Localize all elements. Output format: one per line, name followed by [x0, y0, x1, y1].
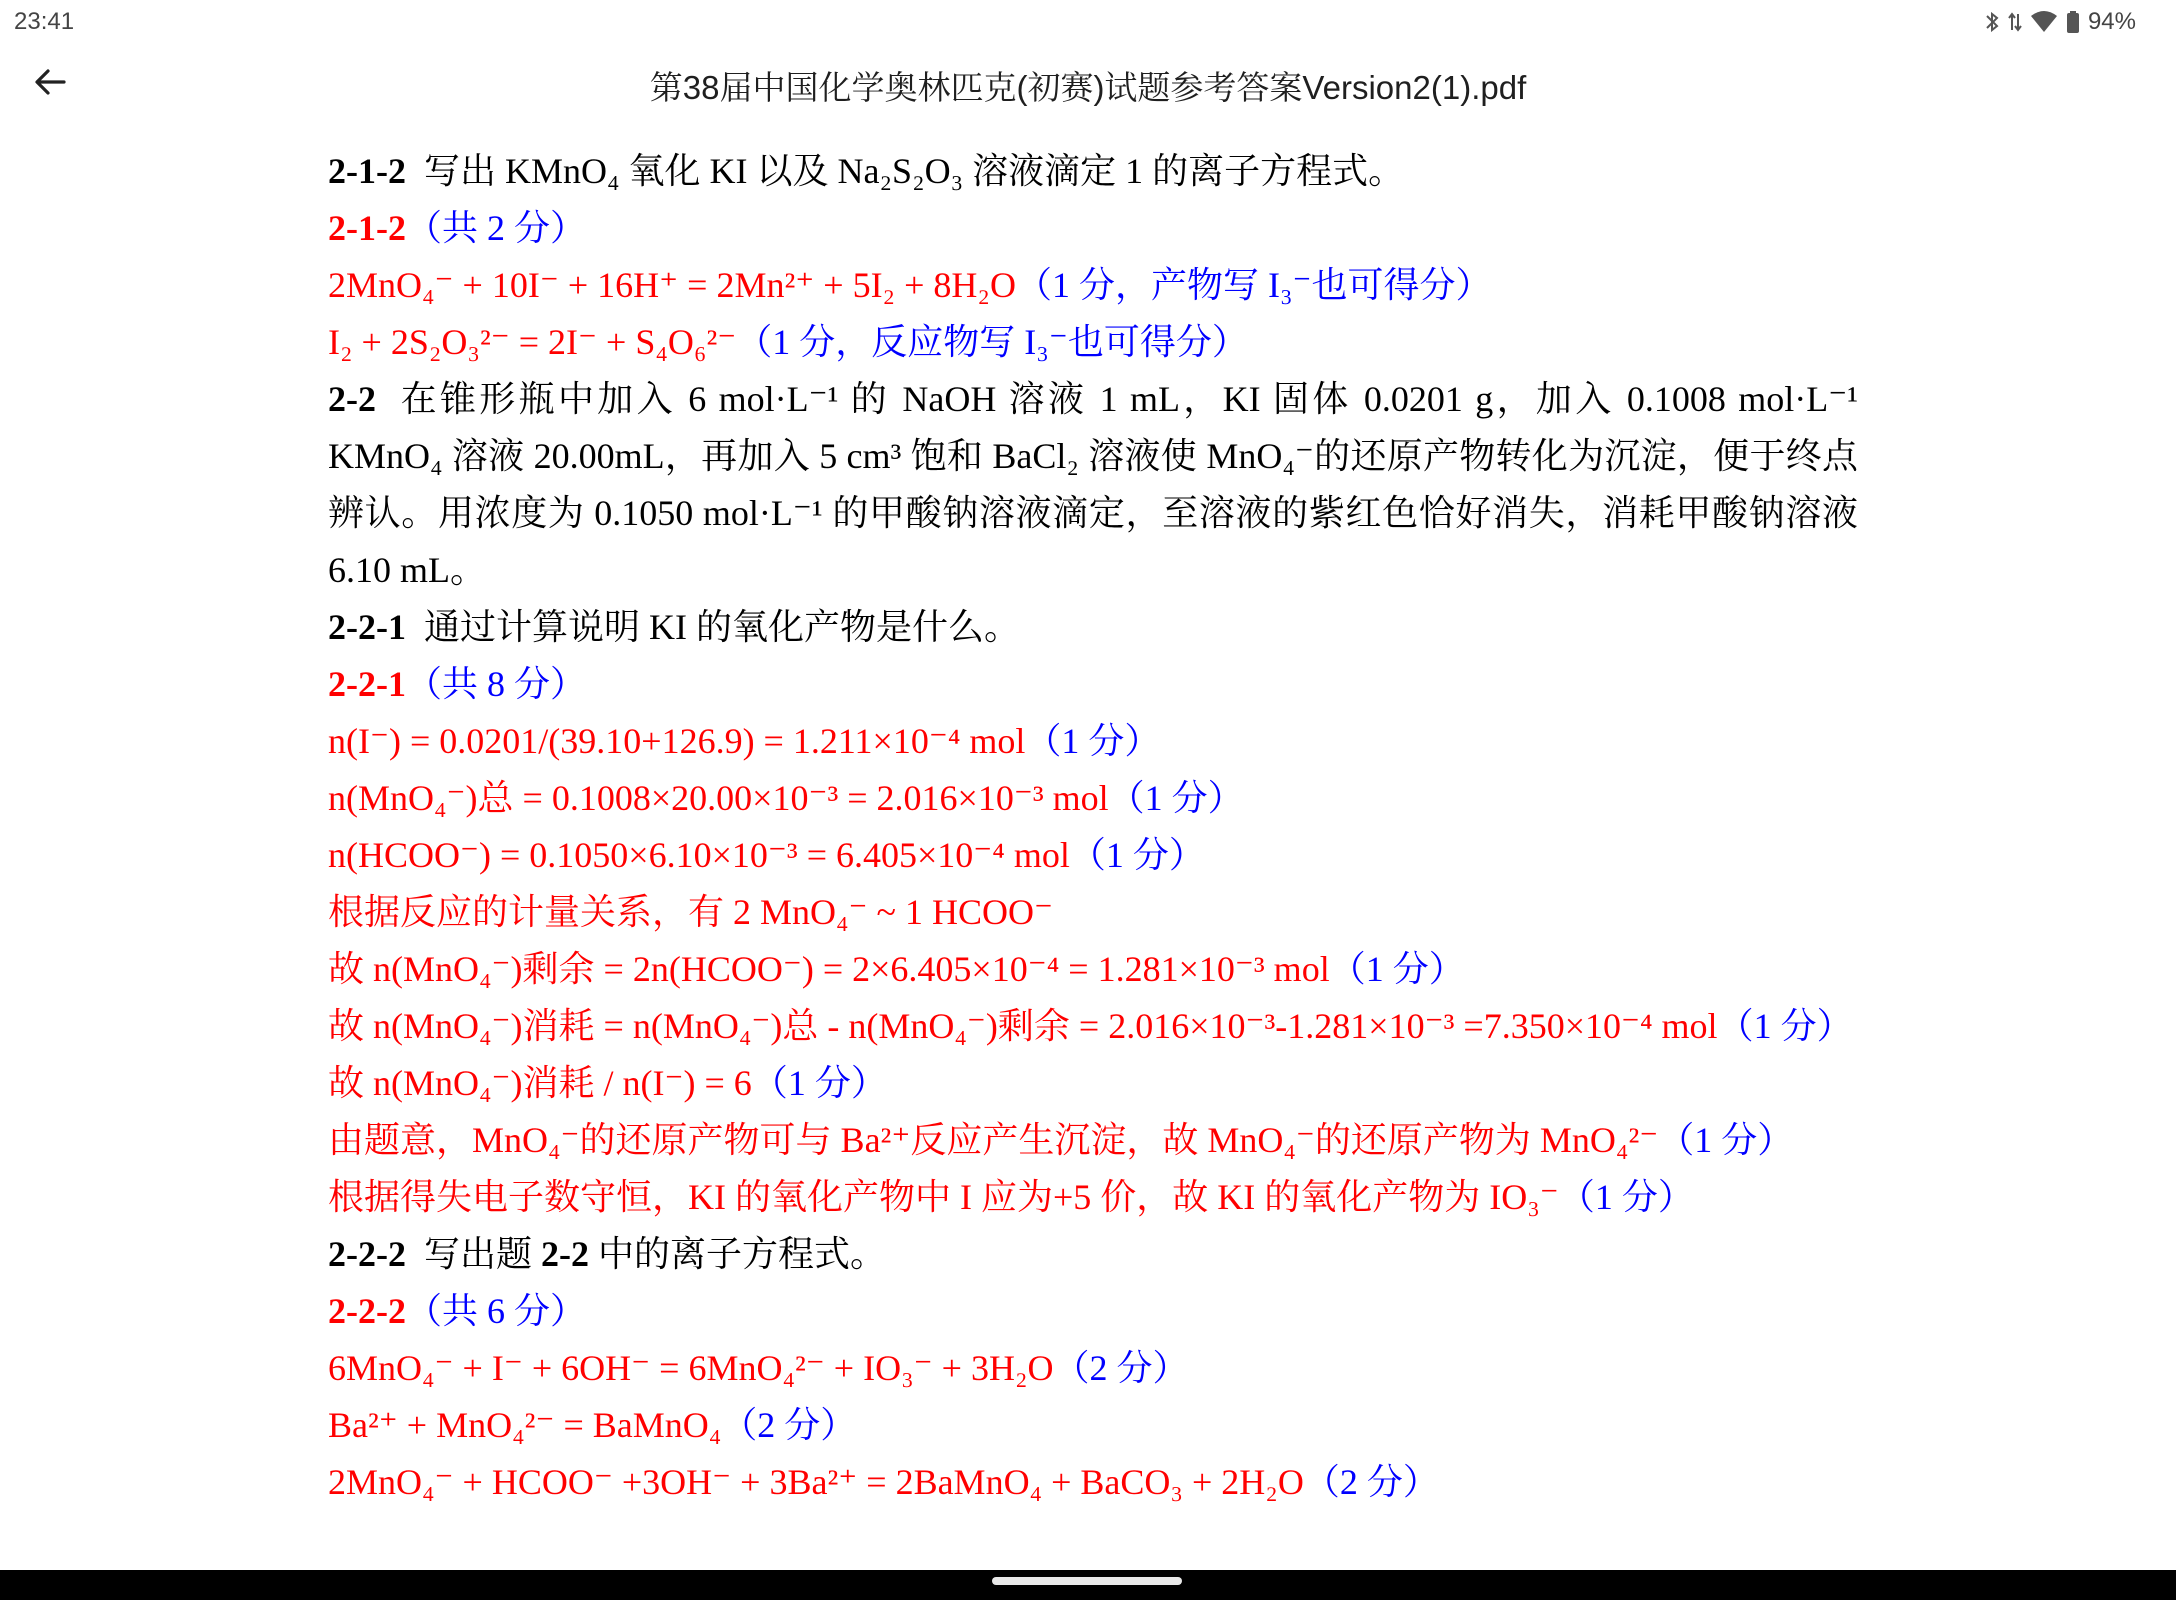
equation: 故 n(MnO₄⁻)消耗 = n(MnO₄⁻)总 - n(MnO₄⁻)剩余 = 2.016×10⁻³-1.281×10⁻³ =7.350×10⁻⁴ mol	[328, 1006, 1718, 1046]
question-number: 2-2	[328, 379, 376, 419]
answer-2-2-1-header	[328, 656, 1858, 713]
data-arrows-icon	[2008, 10, 2022, 34]
system-navigation-bar	[0, 1570, 2176, 1600]
score-note: （1 分）	[1069, 835, 1205, 875]
score-note: （2 分）	[721, 1405, 857, 1445]
answer-line	[328, 941, 1858, 998]
score-note: （2 分）	[1053, 1348, 1189, 1388]
equation: 根据反应的计量关系，有 2 MnO₄⁻ ~ 1 HCOO⁻	[328, 892, 1054, 932]
question-number: 2-2-2	[328, 1234, 406, 1274]
score-note: （1 分）	[1558, 1177, 1694, 1217]
score-note: （1 分，产物写 I₃⁻也可得分）	[1015, 265, 1492, 305]
score-note: （1 分）	[751, 1063, 887, 1103]
question-text: 写出 KMnO₄ 氧化 KI 以及 Na₂S₂O₃ 溶液滴定 1 的离子方程式。	[423, 151, 1405, 191]
answer-line	[328, 998, 1858, 1055]
score-total: （共 8 分）	[405, 664, 586, 704]
question-text: 在锥形瓶中加入 6 mol·L⁻¹ 的 NaOH 溶液 1 mL，KI 固体 0.0201 g，加入 0.1008 mol·L⁻¹ KMnO₄ 溶液 20.00mL，再加入 5 cm³ 饱和 BaCl₂ 溶液使 MnO₄⁻的还原产物转化为沉淀，便于终点辨认。用浓度为 0.1050 mol·L⁻¹ 的甲酸钠溶液滴定，至溶液的紫红色恰好消失，消耗甲酸钠溶液 6.10 mL。	[328, 379, 1858, 590]
answer-line	[328, 827, 1858, 884]
battery-icon	[2066, 10, 2080, 34]
answer-line	[328, 770, 1858, 827]
equation: 2MnO₄⁻ + 10I⁻ + 16H⁺ = 2Mn²⁺ + 5I₂ + 8H₂O	[328, 265, 1016, 305]
answer-line	[328, 1112, 1858, 1169]
equation: 故 n(MnO₄⁻)剩余 = 2n(HCOO⁻) = 2×6.405×10⁻⁴ = 1.281×10⁻³ mol	[328, 949, 1330, 989]
status-icons	[1984, 8, 2136, 36]
equation: 2MnO₄⁻ + HCOO⁻ +3OH⁻ + 3Ba²⁺ = 2BaMnO₄ + BaCO₃ + 2H₂O	[328, 1462, 1304, 1502]
score-note: （1 分，反应物写 I₃⁻也可得分）	[736, 322, 1248, 362]
equation: 根据得失电子数守恒，KI 的氧化产物中 I 应为+5 价，故 KI 的氧化产物为 IO₃⁻	[328, 1177, 1559, 1217]
answer-2-2-2-header	[328, 1283, 1858, 1340]
question-2-1-2	[328, 143, 1858, 200]
answer-number: 2-1-2	[328, 208, 406, 248]
answer-line	[328, 1454, 1858, 1511]
gesture-handle[interactable]	[992, 1577, 1182, 1585]
answer-line	[328, 1169, 1858, 1226]
equation: n(I⁻) = 0.0201/(39.10+126.9) = 1.211×10⁻⁴ mol	[328, 721, 1026, 761]
bluetooth-icon	[1984, 10, 2000, 34]
answer-line	[328, 713, 1858, 770]
question-reference: 2-2	[541, 1234, 589, 1274]
pdf-page-content	[328, 143, 1858, 1511]
answer-line	[328, 1055, 1858, 1112]
answer-2-1-2-header	[328, 200, 1858, 257]
score-note: （1 分）	[1658, 1120, 1794, 1160]
question-number: 2-1-2	[328, 151, 406, 191]
question-text: 通过计算说明 KI 的氧化产物是什么。	[423, 607, 1020, 647]
battery-percent: 94%	[2087, 8, 2136, 35]
score-note: （1 分）	[1025, 721, 1161, 761]
equation: I₂ + 2S₂O₃²⁻ = 2I⁻ + S₄O₆²⁻	[328, 322, 737, 362]
equation: n(MnO₄⁻)总 = 0.1008×20.00×10⁻³ = 2.016×10⁻³ mol	[328, 778, 1109, 818]
answer-number: 2-2-1	[328, 664, 406, 704]
score-total: （共 6 分）	[405, 1291, 586, 1331]
status-time: 23:41	[14, 8, 75, 35]
answer-line	[328, 884, 1858, 941]
score-note: （2 分）	[1303, 1462, 1439, 1502]
score-note: （1 分）	[1717, 1006, 1853, 1046]
equation: 故 n(MnO₄⁻)消耗 / n(I⁻) = 6	[328, 1063, 752, 1103]
app-bar	[0, 44, 2176, 124]
question-text: 中的离子方程式。	[598, 1234, 887, 1274]
score-note: （1 分）	[1108, 778, 1244, 818]
score-total: （共 2 分）	[405, 208, 586, 248]
question-2-2-1	[328, 599, 1858, 656]
status-bar	[0, 0, 2176, 44]
question-2-2-2	[328, 1226, 1858, 1283]
answer-number: 2-2-2	[328, 1291, 406, 1331]
question-2-2	[328, 371, 1858, 599]
equation: 由题意，MnO₄⁻的还原产物可与 Ba²⁺反应产生沉淀，故 MnO₄⁻的还原产物为 MnO₄²⁻	[328, 1120, 1659, 1160]
score-note: （1 分）	[1329, 949, 1465, 989]
equation: Ba²⁺ + MnO₄²⁻ = BaMnO₄	[328, 1405, 722, 1445]
document-title: 第38届中国化学奥林匹克(初赛)试题参考答案Version2(1).pdf	[649, 69, 1527, 106]
wifi-icon	[2030, 10, 2058, 34]
equation: 6MnO₄⁻ + I⁻ + 6OH⁻ = 6MnO₄²⁻ + IO₃⁻ + 3H₂O	[328, 1348, 1054, 1388]
question-text: 写出题	[423, 1234, 532, 1274]
equation: n(HCOO⁻) = 0.1050×6.10×10⁻³ = 6.405×10⁻⁴ mol	[328, 835, 1070, 875]
answer-line	[328, 1340, 1858, 1397]
question-number: 2-2-1	[328, 607, 406, 647]
answer-line	[328, 314, 1858, 371]
answer-line	[328, 257, 1858, 314]
answer-line	[328, 1397, 1858, 1454]
